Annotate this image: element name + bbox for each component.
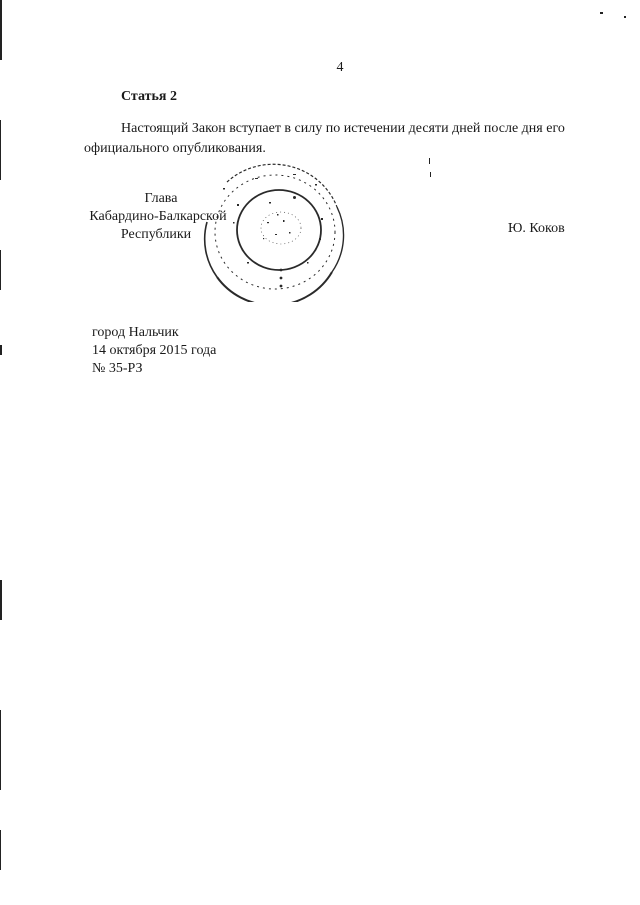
scan-speck	[624, 16, 626, 18]
article-text-line: официального опубликования.	[84, 141, 266, 156]
document-footer	[92, 324, 216, 378]
article-text	[84, 119, 604, 159]
scan-edge-mark	[0, 250, 1, 290]
scan-edge-mark	[0, 345, 2, 355]
footer-date: 14 октября 2015 года	[92, 343, 217, 358]
scan-edge-mark	[0, 120, 1, 180]
scan-speck	[600, 12, 603, 14]
scan-edge-mark	[0, 0, 2, 60]
footer-city: город Нальчик	[92, 325, 179, 340]
signature-title	[80, 190, 236, 244]
article-text-line: Настоящий Закон вступает в силу по истечении десяти дней после дня его	[121, 121, 565, 136]
scan-edge-mark	[0, 830, 1, 870]
signature-title-line: Кабардино-Балкарской	[89, 209, 227, 224]
scan-edge-mark	[0, 710, 1, 790]
scan-edge-mark	[0, 580, 2, 620]
page-number: 4	[336, 60, 344, 75]
signatory-name: Ю. Коков	[508, 221, 565, 236]
footer-number: № 35-РЗ	[92, 361, 143, 376]
signature-title-line: Республики	[120, 227, 192, 242]
article-title: Статья 2	[121, 89, 177, 104]
signature-title-line: Глава	[144, 191, 178, 206]
scan-speck	[430, 172, 431, 177]
